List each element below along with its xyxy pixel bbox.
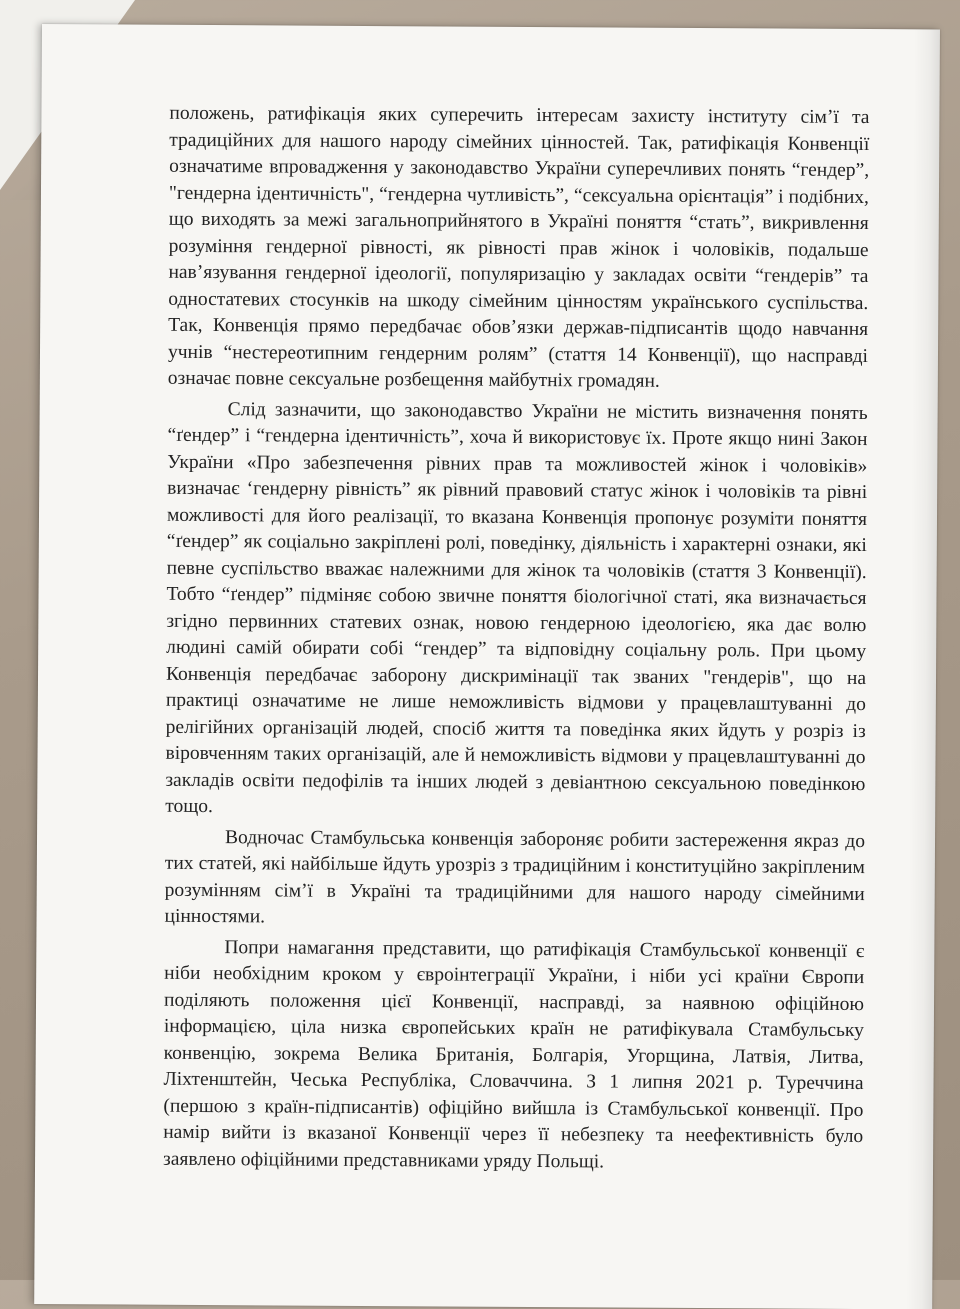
document-body [163, 101, 870, 1177]
paragraph-1: положень, ратифікація яких суперечить інтересам захисту інституту сім’ї та традиційних для нашого народу сімейних цінностей. Так, ратифікація Конвенції означатиме впровадження у законодавство України суперечливих понять “гендер”, "гендерна ідентичність", “гендерна чутливість”, “сексуальна орієнтація” і подібних, що виходять за межі загальноприйнятого в Україні поняття “стать”, викривлення розуміння гендерної рівності, як рівності прав жінок і чоловіків, подальше нав’язування гендерної ідеології, популяризацію у закладах освіти “гендерів” та одностатевих стосунків на шкоду сімейним цінностям українського суспільства. Так, Конвенція прямо передбачає обов’язки держав-підписантів щодо навчання учнів “нестереотипним гендерним ролям” (стаття 14 Конвенції), що насправді означає повне сексуальне розбещення майбутніх громадян. [167, 102, 870, 392]
paper-edge-shading [906, 29, 940, 1309]
paragraph-3: Водночас Стамбульська конвенція забороняє робити застереження якраз до тих статей, які найбільше йдуть урозріз з традиційним і конституційно закріпленим розумінням сім’ї в Україні та традиційними для нашого народу сімейними цінностями. [164, 826, 866, 928]
paragraph-2: Слід зазначити, що законодавство України не містить визначення понять “ґендер” і “гендерна ідентичність”, хоча й використовує їх. Проте якщо нині Закон України «Про забезпечення рівних прав та можливостей жінок і чоловіків» визначає ‘гендерну рівність” як рівний правовий статус жінок і чоловіків та рівні можливості для його реалізації, то вказана Конвенція пропонує розуміти поняття “ґендер” як соціально закріплені ролі, поведінку, діяльність і характерні ознаки, які певне суспільство вважає належними для жінок та чоловіків (стаття 3 Конвенції). Тобто “ґендер” підміняє собою звичне поняття біологічної статі, яка визначається згідно первинних статевих ознак, новою гендерною ідеологією, яка дає волю людині самій обирати собі “гендер” та відповідну соціальну роль. При цьому Конвенція передбачає заборону дискримінації так званих "гендерів", що на практиці означатиме не лише неможливість відмови у працевлаштуванні до релігійних організацій людей, спосіб життя та поведінка яких йдуть у розріз із віровченням таких організацій, але й неможливість відмови у працевлаштуванні до закладів освіти педофілів та інших людей з девіантною сексуальною поведінкою тощо. [165, 398, 868, 818]
document-page [34, 24, 940, 1309]
paragraph-4: Попри намагання представити, що ратифікація Стамбульської конвенції є ніби необхідним кроком у євроінтеграції України, і ніби усі країни Європи поділяють положення цієї Конвенції, насправді, за наявною офіційною інформацією, ціла низка європейських країн не ратифікувала Стамбульську конвенцію, зокрема Велика Британія, Болгарія, Угорщина, Латвія, Литва, Ліхтенштейн, Чеська Республіка, Словаччина. З 1 липня 2021 р. Туреччина (першою з країн-підписантів) офіційно вийшла із Стамбульської конвенції. Про намір вийти із вказаної Конвенції через її небезпеку та неефективність було заявлено офіційними представниками уряду Польщі. [163, 936, 865, 1172]
